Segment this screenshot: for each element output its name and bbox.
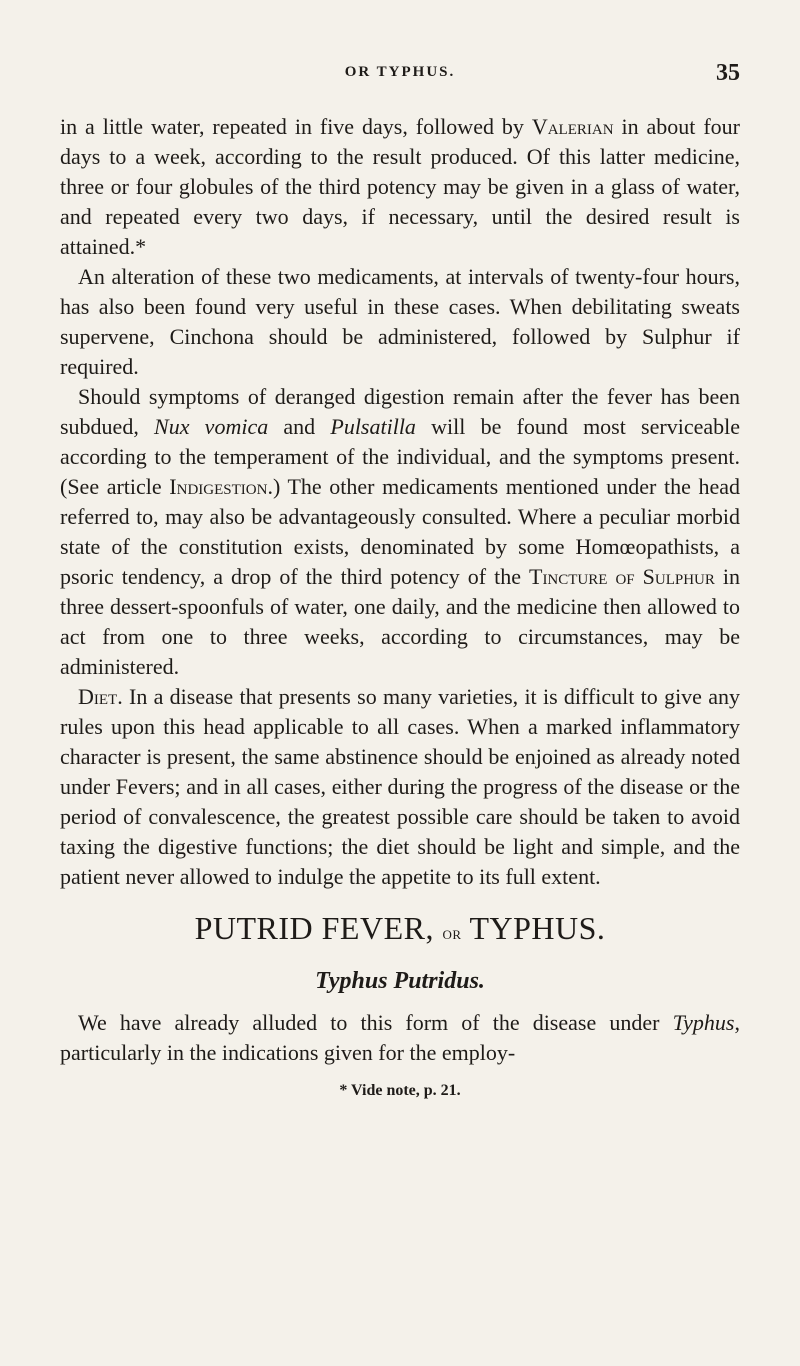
section-title-alt: TYPHUS.	[469, 910, 606, 946]
intro-italic-term: Typhus	[672, 1010, 735, 1035]
body-paragraph	[60, 382, 740, 682]
smallcaps-term: Diet	[78, 684, 118, 709]
paragraph-text: in three dessert-spoonfuls of water, one daily, and the medicine then allowed to act from one to three weeks, according to circumstances, may be administered.	[60, 564, 740, 679]
page-number: 35	[716, 60, 740, 86]
section-title-main: PUTRID FEVER,	[194, 910, 434, 946]
smallcaps-term: Tincture of Sulphur	[529, 564, 715, 589]
running-title: OR TYPHUS.	[344, 64, 456, 80]
body-text	[60, 112, 740, 892]
footnote: * Vide note, p. 21.	[339, 1082, 461, 1099]
paragraph-text: Should symptoms of deranged digestion remain after the fever has been subdued,	[60, 384, 740, 439]
paragraph-text: in a little water, repeated in five days, followed by	[60, 114, 532, 139]
section-intro-paragraph	[60, 1008, 740, 1068]
intro-text-end: , particularly in the indications given for the employ-	[60, 1010, 740, 1065]
paragraph-text: . In a disease that presents so many varieties, it is difficult to give any rules upon this head applicable to all cases. When a marked inflammatory character is present, the same abstinence should be enjoined as already noted under Fevers; and in all cases, either during the progress of the disease or the period of convalescence, the greatest possible care should be taken to avoid taxing the digestive functions; the diet should be light and simple, and the patient never allowed to indulge the appetite to its full extent.	[60, 684, 740, 889]
body-paragraph	[60, 262, 740, 382]
italic-term: Nux vomica	[154, 414, 269, 439]
paragraph-text: will be found most serviceable according to the temperament of the individual, and the symptoms present. (See article	[60, 414, 740, 499]
section-title-or: or	[442, 923, 462, 943]
paragraph-text: .) The other medicaments mentioned under the head referred to, may also be advantageously consulted. Where a peculiar morbid state of the constitution exists, denominated by some Homœopathists, a psoric tendency, a drop of the third potency of the	[60, 474, 740, 589]
paragraph-text: and	[268, 414, 331, 439]
page-header	[60, 60, 740, 96]
section-subtitle: Typhus Putridus.	[315, 968, 485, 994]
smallcaps-term: Valerian	[531, 114, 614, 139]
body-paragraph	[60, 682, 740, 892]
italic-term: Pulsatilla	[330, 414, 416, 439]
paragraph-text: An alteration of these two medicaments, at intervals of twenty-four hours, has also been found very useful in these cases. When debilitating sweats supervene, Cinchona should be administered, followed by Sulphur if required.	[60, 264, 740, 379]
paragraph-text: in about four days to a week, according to the result produced. Of this latter medicine, three or four globules of the third potency may be given in a glass of water, and repeated every two days, if necessary, until the desired result is attained.*	[60, 114, 740, 259]
section-title	[60, 910, 740, 947]
intro-text-start: We have already alluded to this form of the disease under	[78, 1010, 673, 1035]
smallcaps-term: Indigestion	[169, 474, 268, 499]
body-paragraph	[60, 112, 740, 262]
